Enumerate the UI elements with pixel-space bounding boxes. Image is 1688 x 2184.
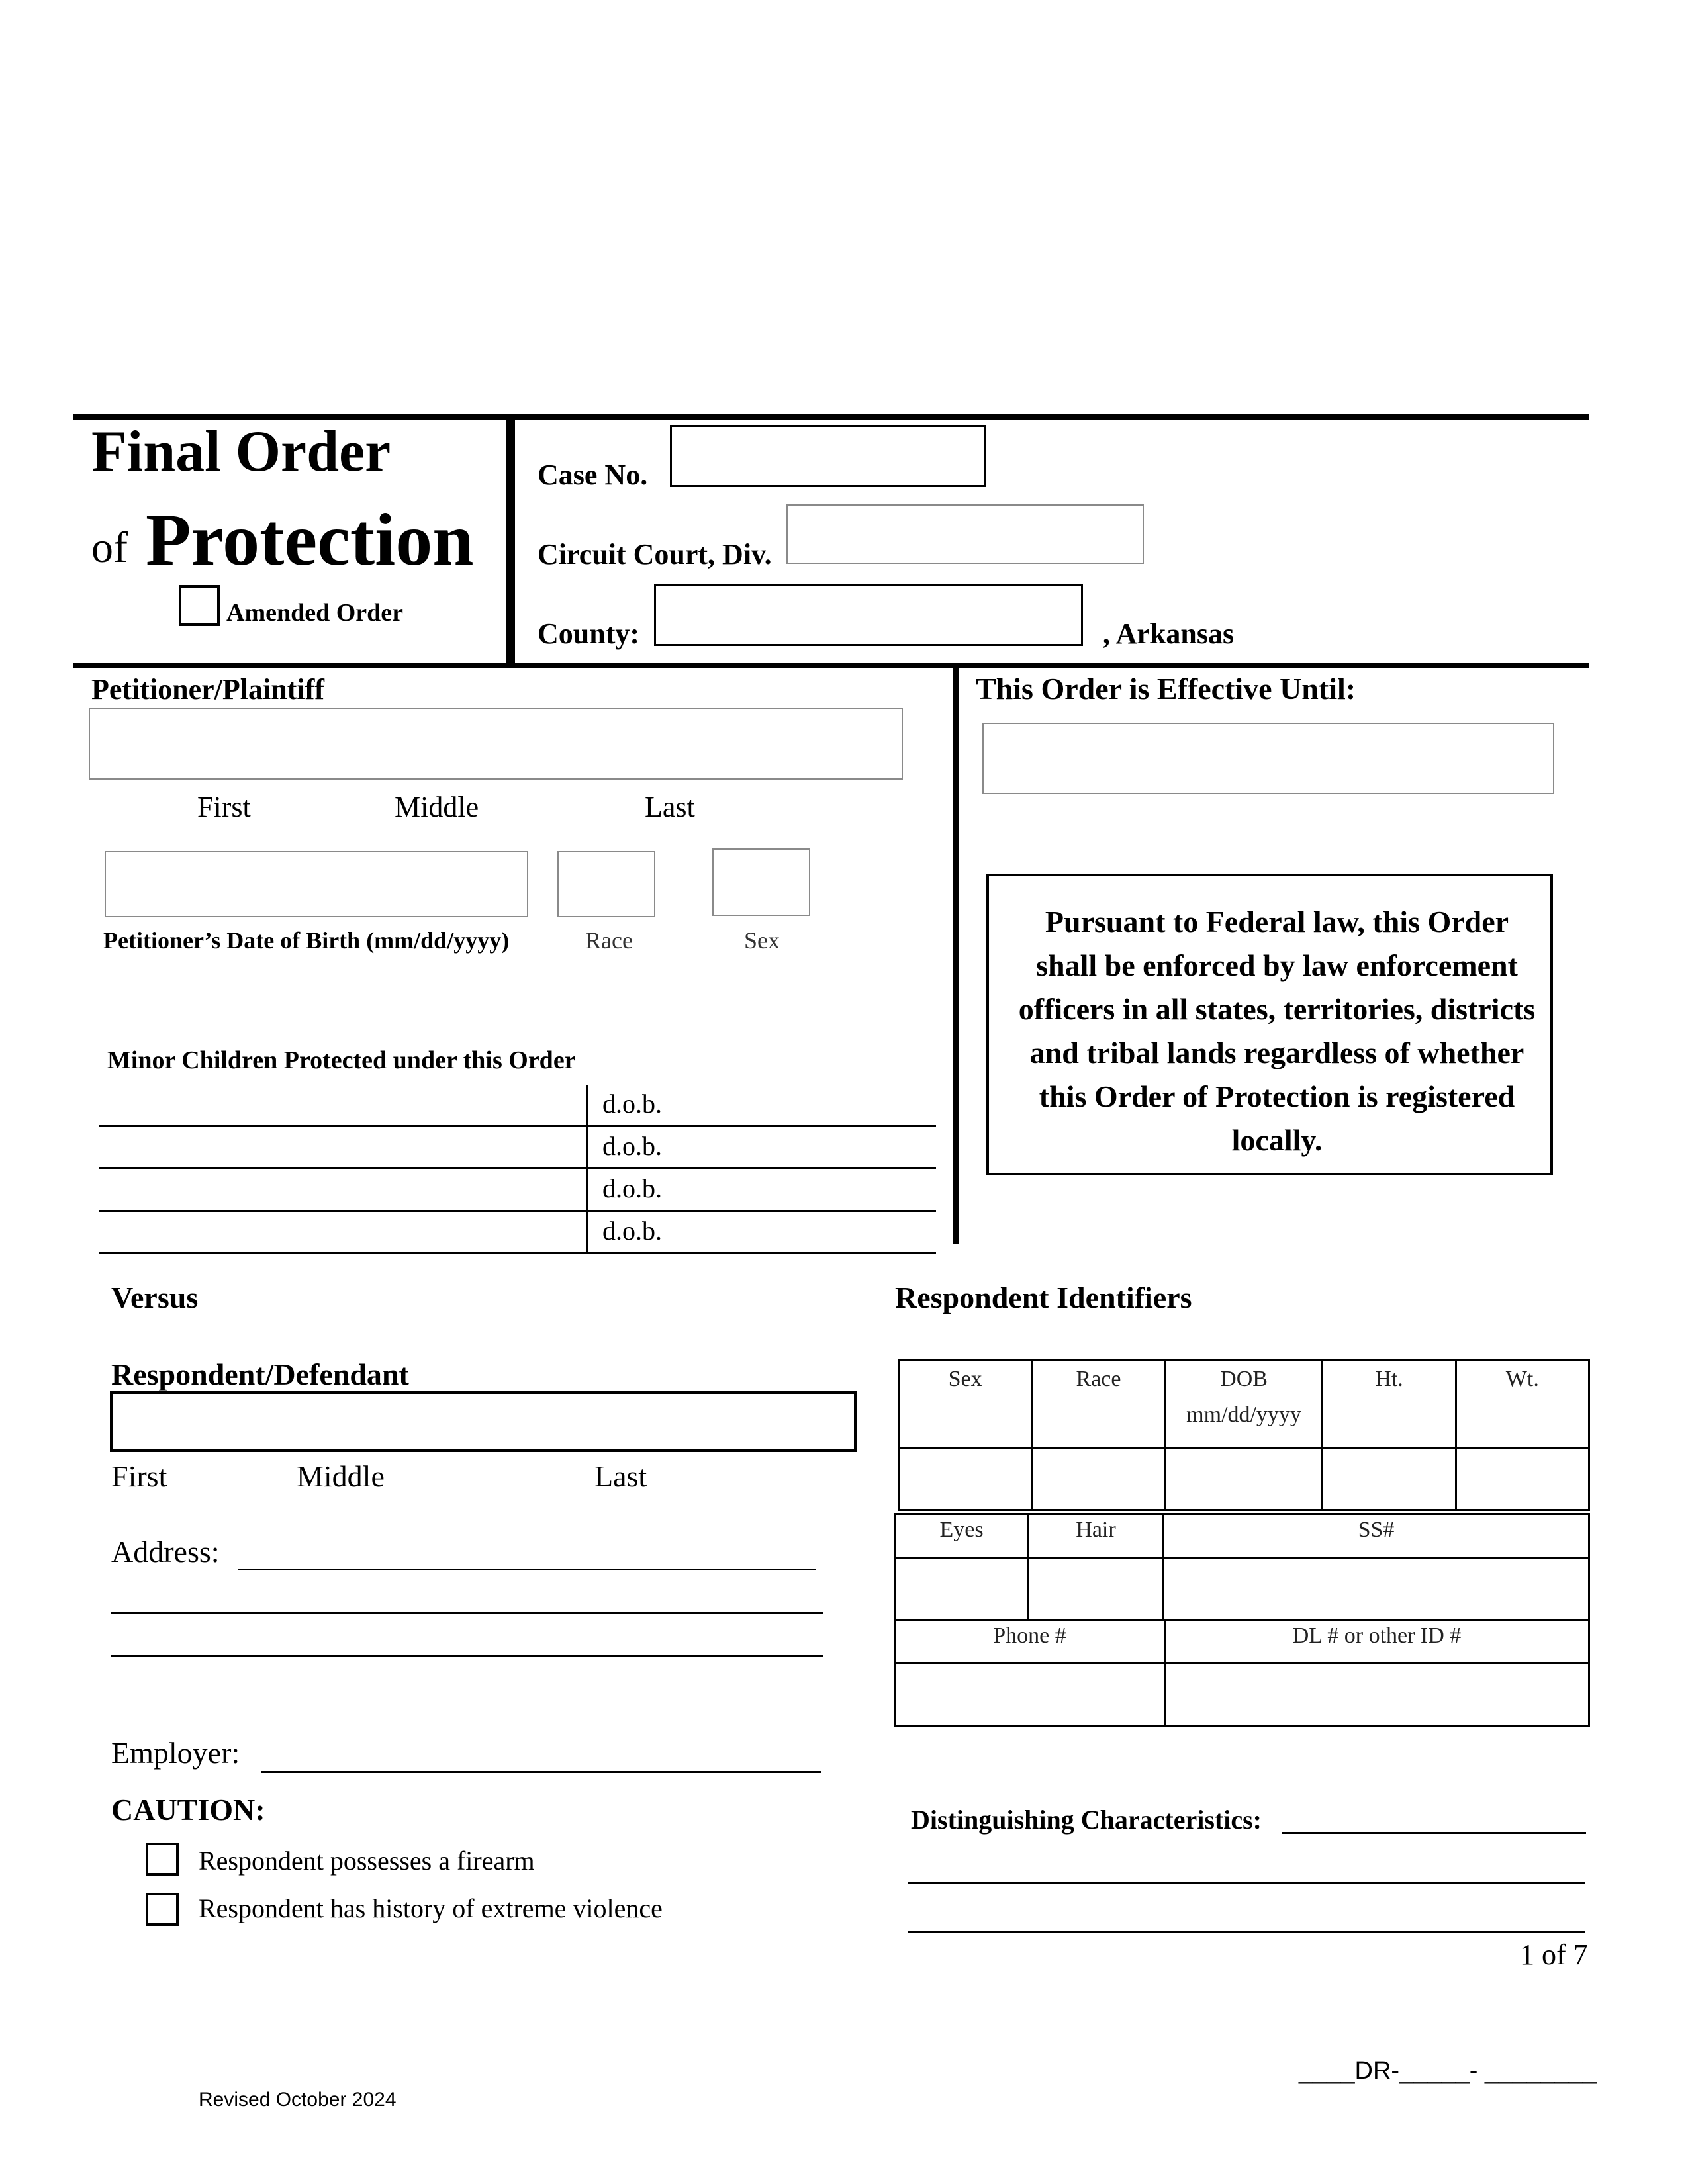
- amended-order-checkbox[interactable]: [179, 585, 220, 626]
- petitioner-name-field[interactable]: [89, 708, 903, 780]
- minor-row-line-1: [99, 1125, 936, 1127]
- violence-label: Respondent has history of extreme violence: [199, 1893, 663, 1923]
- county-field[interactable]: [654, 584, 1083, 646]
- id-header-dl: DL # or other ID #: [1165, 1620, 1589, 1664]
- id-header-phone: Phone #: [895, 1620, 1165, 1664]
- identifiers-table-row3: [894, 1619, 1590, 1727]
- address-line-2[interactable]: [111, 1612, 823, 1614]
- petitioner-label: Petitioner/Plaintiff: [91, 673, 324, 705]
- petitioner-sex-label: Sex: [744, 927, 780, 954]
- minor-dob-label-2: d.o.b.: [602, 1131, 662, 1161]
- form-title-of: of: [91, 523, 128, 572]
- petitioner-dob-label: Petitioner’s Date of Birth (mm/dd/yyyy): [103, 927, 510, 954]
- employer-label: Employer:: [111, 1736, 240, 1770]
- caution-label: CAUTION:: [111, 1793, 265, 1827]
- minor-row-line-3: [99, 1210, 936, 1212]
- id-value-ss[interactable]: [1164, 1558, 1589, 1620]
- respondent-label: Respondent/Defendant: [111, 1357, 409, 1391]
- case-no-label: Case No.: [538, 459, 648, 491]
- id-value-hair[interactable]: [1029, 1558, 1164, 1620]
- id-header-race: Race: [1032, 1361, 1165, 1448]
- revised-date: Revised October 2024: [199, 2089, 397, 2111]
- address-line-1[interactable]: [238, 1569, 816, 1570]
- versus-label: Versus: [111, 1281, 199, 1314]
- circuit-court-label: Circuit Court, Div.: [538, 538, 772, 570]
- distinguishing-label: Distinguishing Characteristics:: [911, 1805, 1262, 1835]
- id-value-dob[interactable]: [1165, 1448, 1323, 1510]
- minor-row-line-4: [99, 1252, 936, 1254]
- address-label: Address:: [111, 1535, 220, 1569]
- firearm-checkbox[interactable]: [146, 1843, 179, 1876]
- id-value-wt[interactable]: [1456, 1448, 1589, 1510]
- page-number: 1 of 7: [1520, 1938, 1588, 1971]
- effective-until-label: This Order is Effective Until:: [976, 672, 1356, 705]
- petitioner-race-label: Race: [585, 927, 633, 954]
- state-suffix: , Arkansas: [1103, 617, 1235, 650]
- id-header-ss: SS#: [1164, 1514, 1589, 1558]
- docket-number: ____DR-_____- ________: [1299, 2057, 1597, 2085]
- minor-dob-label-4: d.o.b.: [602, 1216, 662, 1246]
- id-value-sex[interactable]: [899, 1448, 1032, 1510]
- id-header-ht: Ht.: [1323, 1361, 1456, 1448]
- respondent-middle-label: Middle: [297, 1459, 385, 1493]
- firearm-label: Respondent possesses a firearm: [199, 1846, 535, 1876]
- section-divider: [953, 667, 959, 1244]
- respondent-last-label: Last: [594, 1459, 647, 1493]
- circuit-court-field[interactable]: [786, 504, 1144, 564]
- minor-children-label: Minor Children Protected under this Order: [107, 1046, 576, 1074]
- header-divider: [506, 414, 515, 664]
- distinguishing-line-2[interactable]: [908, 1882, 1585, 1884]
- employer-line[interactable]: [261, 1771, 821, 1773]
- identifiers-table-row2: [894, 1513, 1590, 1621]
- address-line-3[interactable]: [111, 1655, 823, 1657]
- identifiers-label: Respondent Identifiers: [895, 1281, 1192, 1314]
- id-value-phone[interactable]: [895, 1664, 1165, 1726]
- minor-row-line-2: [99, 1167, 936, 1169]
- id-header-sex: Sex: [899, 1361, 1032, 1448]
- minor-children-col-divider: [586, 1085, 588, 1253]
- identifiers-table-row1: [898, 1359, 1590, 1511]
- id-value-dl[interactable]: [1165, 1664, 1589, 1726]
- id-header-dob: DOB mm/dd/yyyy: [1165, 1361, 1323, 1448]
- case-no-field[interactable]: [670, 425, 986, 487]
- petitioner-middle-label: Middle: [395, 791, 479, 823]
- id-value-race[interactable]: [1032, 1448, 1165, 1510]
- minor-dob-label-1: d.o.b.: [602, 1089, 662, 1118]
- id-header-wt: Wt.: [1456, 1361, 1589, 1448]
- petitioner-last-label: Last: [645, 791, 695, 823]
- amended-order-label: Amended Order: [226, 599, 404, 627]
- petitioner-first-label: First: [197, 791, 251, 823]
- id-dob-format: mm/dd/yyyy: [1186, 1402, 1301, 1427]
- petitioner-dob-field[interactable]: [105, 851, 528, 917]
- id-value-eyes[interactable]: [895, 1558, 1029, 1620]
- minor-dob-label-3: d.o.b.: [602, 1173, 662, 1203]
- id-header-eyes: Eyes: [895, 1514, 1029, 1558]
- form-title-line1: Final Order: [91, 420, 391, 484]
- distinguishing-line-3[interactable]: [908, 1931, 1585, 1933]
- respondent-name-field[interactable]: [110, 1391, 857, 1452]
- petitioner-sex-field[interactable]: [712, 848, 810, 916]
- header-bottom-rule: [73, 663, 1589, 668]
- id-value-ht[interactable]: [1323, 1448, 1456, 1510]
- petitioner-race-field[interactable]: [557, 851, 655, 917]
- respondent-first-label: First: [111, 1459, 167, 1493]
- id-header-hair: Hair: [1029, 1514, 1164, 1558]
- federal-enforcement-notice: Pursuant to Federal law, this Order shall be enforced by law enforcement officers in all states, territories, districts and tribal lands regardless of whether this Order of Protection is registered locally.: [986, 874, 1553, 1175]
- form-title-line2: Protection: [146, 499, 474, 581]
- violence-checkbox[interactable]: [146, 1893, 179, 1926]
- distinguishing-line-1[interactable]: [1282, 1832, 1586, 1834]
- effective-until-field[interactable]: [982, 723, 1554, 794]
- county-label: County:: [538, 617, 640, 650]
